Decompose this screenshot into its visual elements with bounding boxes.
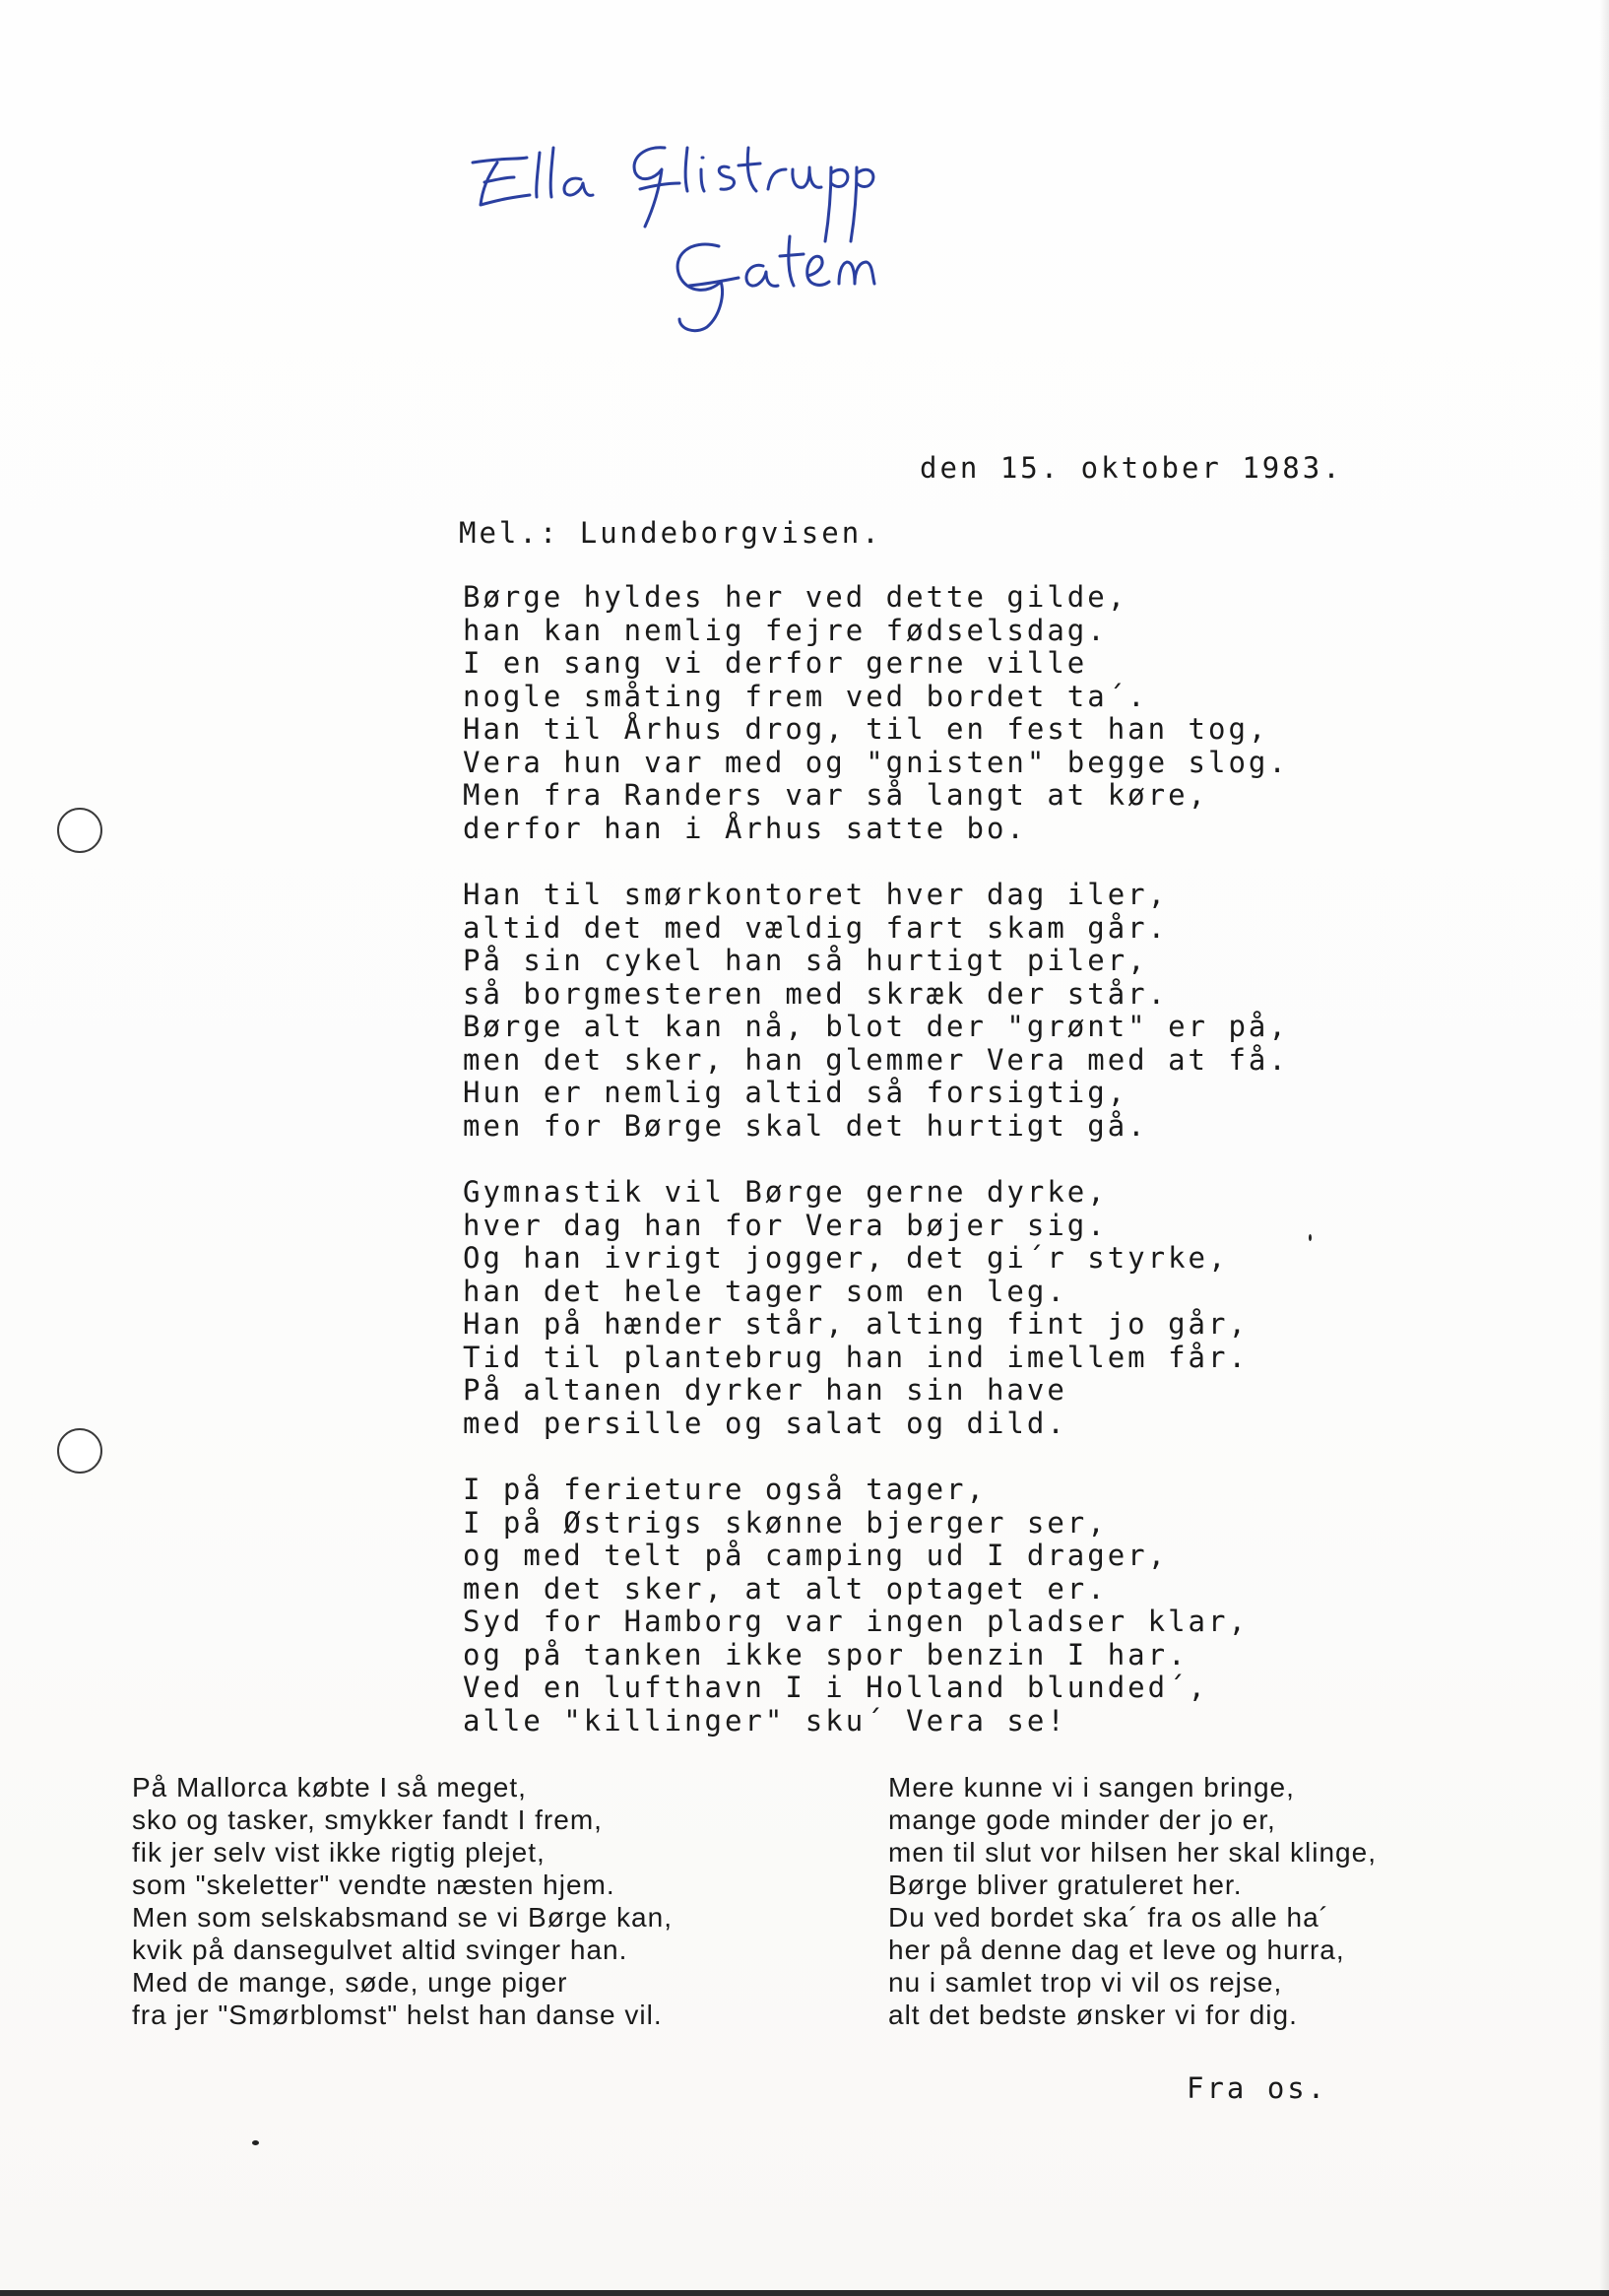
signoff: Fra os. [1187,2071,1328,2105]
verse-line: I på Østrigs skønne bjerger ser, [463,1505,1108,1540]
verse-line: Syd for Hamborg var ingen pladser klar, [463,1605,1249,1638]
verse-line: Med de mange, søde, unge piger [132,1967,568,1998]
verse-line: Han til smørkontoret hver dag iler, [463,878,1169,911]
verse-line: fik jer selv vist ikke rigtig plejet, [132,1837,546,1868]
verse-line: alt det bedste ønsker vi for dig. [888,2000,1298,2030]
verse-line: kvik på dansegulvet altid svinger han. [132,1935,628,1965]
letter-date: den 15. oktober 1983. [920,451,1343,485]
verse-line: I på ferieture også tager, [463,1473,987,1506]
verse-line: nogle småting frem ved bordet ta´. [463,679,1148,713]
verse-line: Og han ivrigt jogger, det gi´r styrke, [463,1241,1229,1275]
handwritten-signature [443,118,1132,335]
verse-line: Børge alt kan nå, blot der "grønt" er på, [463,1010,1289,1043]
verse-line: mange gode minder der jo er, [888,1804,1276,1835]
verse-line: og på tanken ikke spor benzin I har. [463,1637,1189,1672]
punch-hole-lower [57,1428,102,1474]
verse-line: sko og tasker, smykker fandt I frem, [132,1804,603,1835]
stanza-2 [463,879,1289,1143]
stanza-3 [463,1176,1289,1440]
verse-line: På Mallorca købte I så meget, [132,1772,527,1803]
verse-line: og med telt på camping ud I drager, [463,1539,1169,1572]
verse-line: her på denne dag et leve og hurra, [888,1935,1345,1965]
verse-line: fra jer "Smørblomst" helst han danse vil. [132,2000,663,2030]
verse-line: I en sang vi derfor gerne ville [463,646,1088,680]
verse-line: Hun er nemlig altid så forsigtig, [463,1076,1128,1109]
verse-line: Mere kunne vi i sangen bringe, [888,1772,1295,1803]
scan-bottom-edge [0,2290,1609,2296]
verse-line: så borgmesteren med skræk der står. [463,976,1169,1011]
punch-hole-upper [57,808,102,853]
verse-line: men det sker, at alt optaget er. [463,1571,1108,1606]
verse-line: På sin cykel han så hurtigt piler, [463,944,1148,977]
verse-line: alle "killinger" sku´ Vera se! [463,1703,1067,1738]
stanza-5-left-column [132,1771,673,2031]
verse-line: Han til Århus drog, til en fest han tog, [463,712,1269,746]
verse-line: Gymnastik vil Børge gerne dyrke, [463,1175,1108,1209]
verse-line: hver dag han for Vera bøjer sig. [463,1208,1108,1242]
verse-line: Børge bliver gratuleret her. [888,1870,1243,1900]
ink-speck [252,2140,259,2145]
song-verses [463,581,1289,1771]
verse-line: Men fra Randers var så langt at køre, [463,778,1209,812]
verse-line: Tid til plantebrug han ind imellem får. [463,1340,1249,1374]
verse-line: derfor han i Århus satte bo. [463,811,1027,845]
verse-line: nu i samlet trop vi vil os rejse, [888,1967,1283,1998]
stanza-1 [463,581,1289,845]
verse-line: han kan nemlig fejre fødselsdag. [463,613,1108,647]
verse-line: Du ved bordet ska´ fra os alle ha´ [888,1902,1329,1933]
paper-edge-shadow [1599,0,1609,2296]
verse-line: altid det med vældig fart skam går. [463,910,1169,945]
stanza-4 [463,1474,1289,1738]
verse-line: men det sker, han glemmer Vera med at få. [463,1042,1289,1077]
stanza-6-right-column [888,1771,1377,2031]
verse-line: som "skeletter" vendte næsten hjem. [132,1870,615,1900]
verse-line: På altanen dyrker han sin have [463,1373,1067,1407]
verse-line: men for Børge skal det hurtigt gå. [463,1108,1148,1143]
verse-line: Ved en lufthavn I i Holland blunded´, [463,1671,1209,1704]
verse-line: han det hele tager som en leg. [463,1274,1067,1308]
verse-line: med persille og salat og dild. [463,1406,1067,1440]
ink-speck [1309,1234,1312,1241]
verse-line: men til slut vor hilsen her skal klinge, [888,1837,1377,1868]
verse-line: Børge hyldes her ved dette gilde, [463,580,1128,614]
verse-line: Vera hun var med og "gnisten" begge slog. [463,745,1289,779]
melody-reference: Mel.: Lundeborgvisen. [459,516,882,550]
verse-line: Men som selskabsmand se vi Børge kan, [132,1902,673,1933]
verse-line: Han på hænder står, alting fint jo går, [463,1307,1249,1341]
